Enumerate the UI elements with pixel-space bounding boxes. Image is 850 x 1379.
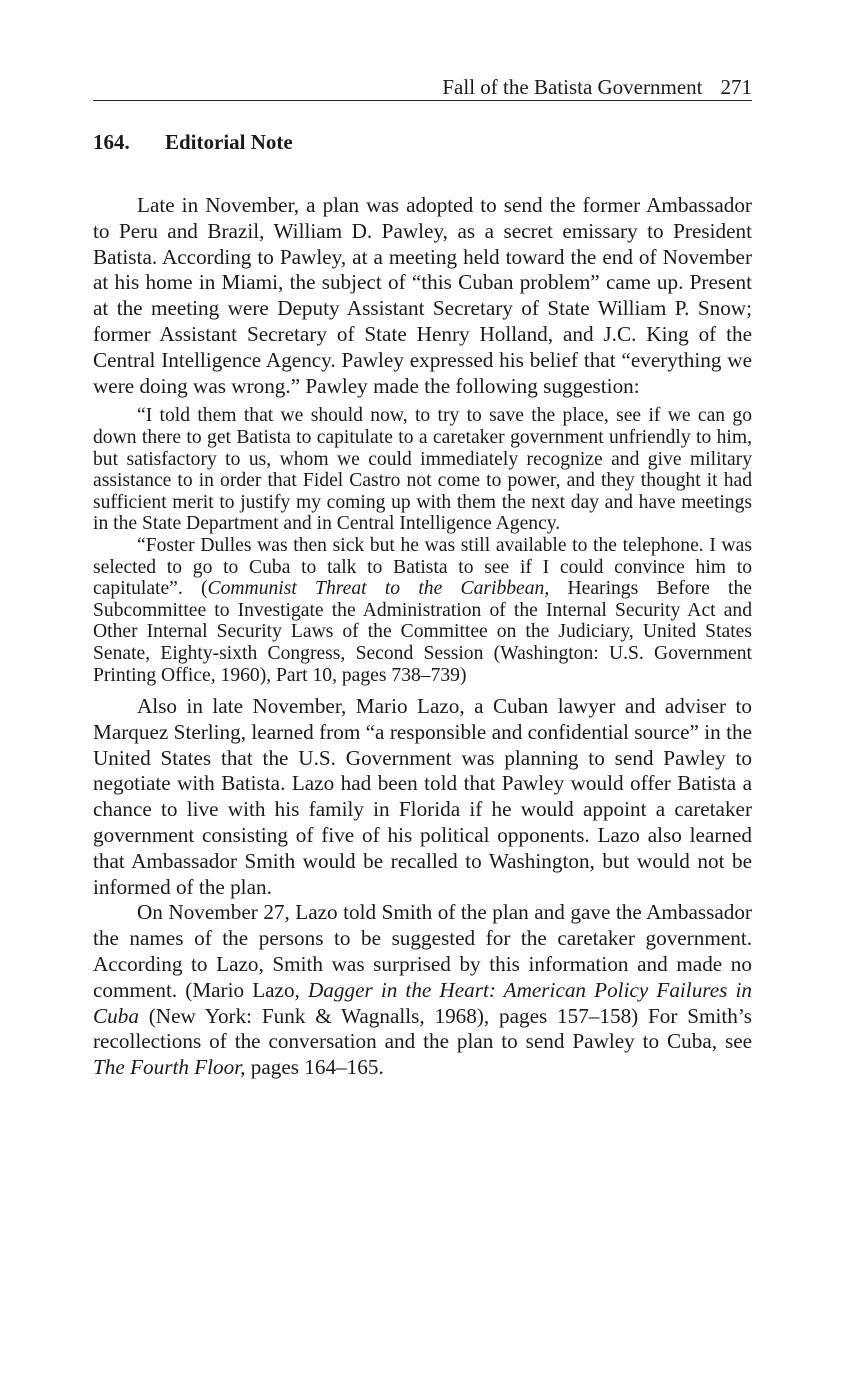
running-title: Fall of the Batista Government — [442, 75, 703, 99]
paragraph-smith-mid: (New York: Funk & Wagnalls, 1968), pages 157–158) For Smith’s recollections of the conversation and the plan to send Pawley to Cuba, see — [93, 1003, 752, 1054]
book-title-dagger: Dagger in the Heart: American Policy Failures in Cuba — [93, 977, 752, 1028]
page-number: 271 — [720, 75, 752, 99]
block-quote — [93, 405, 752, 686]
paragraph-lazo: Also in late November, Mario Lazo, a Cuban lawyer and adviser to Marquez Sterling, learned from “a responsible and confidential source” in the United States that the U.S. Government was planning to send Pawley to negotiate with Batista. Lazo had been told that Pawley would offer Batista a chance to live with his family in Florida if he would appoint a caretaker government consisting of five of his political opponents. Lazo also learned that Ambassador Smith would be recalled to Washington, but would not be informed of the plan. — [93, 694, 752, 899]
paragraph-smith — [93, 900, 752, 1081]
paragraph-smith-text: On November 27, Lazo told Smith of the plan and gave the Ambassador the names of the persons to be suggested for the caretaker government. According to Lazo, Smith was surprised by this information and made no comment. (Mario Lazo, — [93, 900, 752, 1002]
citation-text: Hearings Before the Subcommittee to Investigate the Administration of the Internal Security Act and Other Internal Security Laws of the Committee on the Judiciary, United States Senate, Eighty-sixth Congress, Second Session (Washington: U.S. Government Printing Office, 1960), Part 10, pages 738–739) — [93, 578, 752, 686]
running-header — [93, 74, 752, 101]
quote-paragraph-2 — [93, 535, 752, 686]
quote-paragraph-1: “I told them that we should now, to try to save the place, see if we can go down there to get Batista to capitulate to a caretaker government unfriendly to him, but satisfactory to us, whom we could immediately recognize and give military assistance to in order that Fidel Castro not come to power, and they thought it had sufficient merit to justify my coming up with them the next day and have meetings in the State Department and in Central Intelligence Agency. — [93, 405, 752, 535]
quote-text: “Foster Dulles was then sick but he was still available to the telephone. I was selected to go to Cuba to talk to Batista to see if I could convince him to capitulate”. ( — [93, 534, 752, 600]
paragraph-intro: Late in November, a plan was adopted to send the former Ambassador to Peru and Brazil, William D. Pawley, as a secret emissary to President Batista. According to Pawley, at a meeting held toward the end of November at his home in Miami, the subject of “this Cuban problem” came up. Present at the meeting were Deputy Assistant Secretary of State William P. Snow; former Assistant Secretary of State Henry Holland, and J.C. King of the Central Intelligence Agency. Pawley expressed his belief that “everything we were doing was wrong.” Pawley made the following suggestion: — [93, 193, 752, 398]
body-text — [93, 193, 752, 1081]
paragraph-smith-end: pages 164–165. — [245, 1055, 384, 1080]
section-heading — [93, 128, 293, 156]
book-title-fourth-floor: The Fourth Floor, — [93, 1055, 246, 1080]
section-title: Editorial Note — [165, 130, 293, 154]
citation-title: Communist Threat to the Caribbean, — [207, 578, 550, 600]
section-number: 164. — [93, 130, 130, 154]
